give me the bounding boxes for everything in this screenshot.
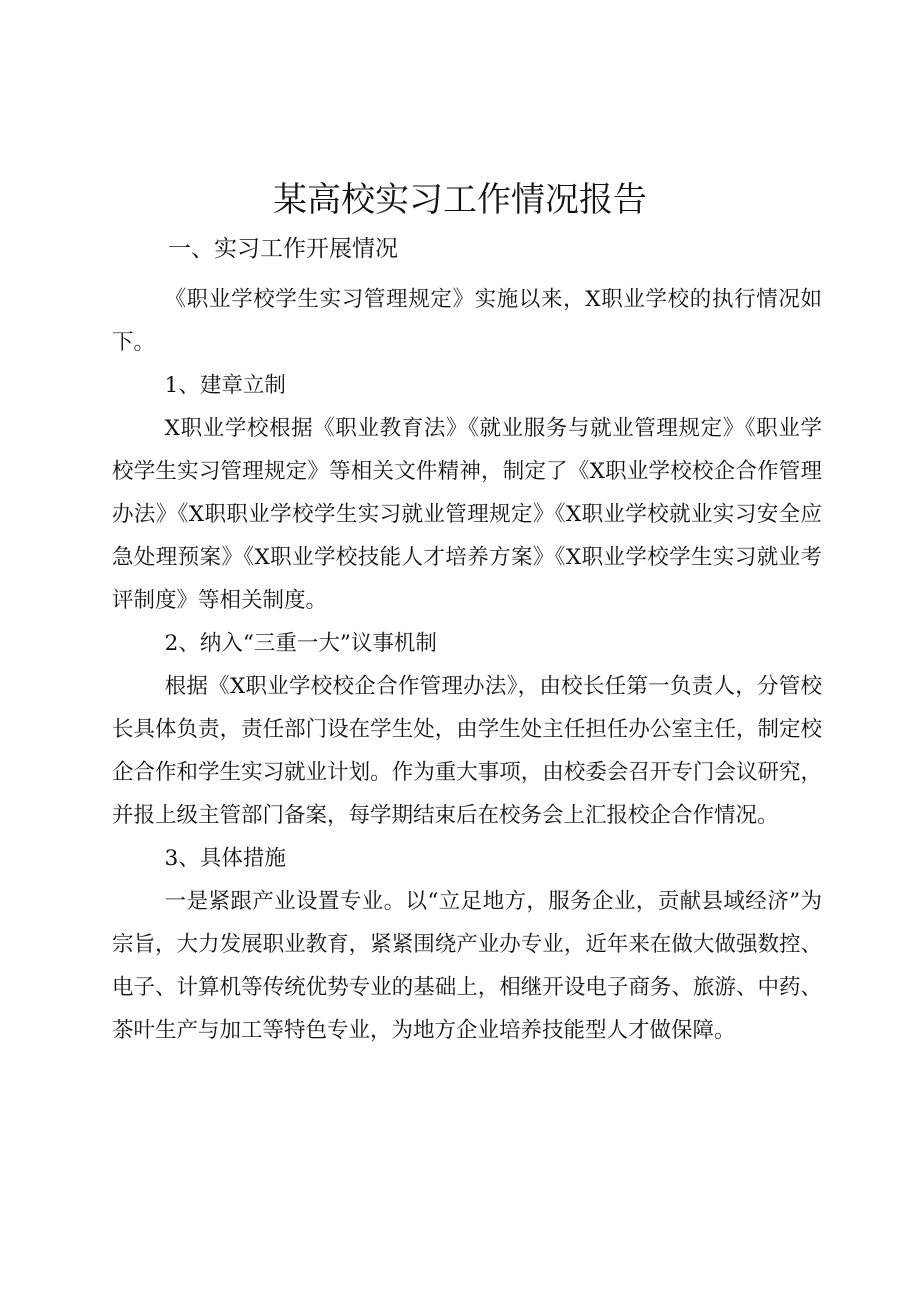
paragraph-1: X职业学校根据《职业教育法》《就业服务与就业管理规定》《职业学校学生实习管理规定》等相关文件精神，制定了《X职业学校校企合作管理办法》《X职职业学校学生实习就业管理规定》《X职业学校就业实习安全应急处理预案》《X职业学校技能人才培养方案》《X职业学校学生实习就业考评制度》等相关制度。 <box>112 416 822 613</box>
document-title: 某高校实习工作情况报告 <box>273 180 647 220</box>
document-body <box>112 278 822 1052</box>
paragraph-intro: 《职业学校学生实习管理规定》实施以来，X职业学校的执行情况如下。 <box>112 287 822 355</box>
subheading-3: 3、具体措施 <box>164 846 286 871</box>
paragraph-3: 一是紧跟产业设置专业。以“立足地方，服务企业，贡献县域经济”为宗旨，大力发展职业教育，紧紧围绕产业办专业，近年来在做大做强数控、电子、计算机等传统优势专业的基础上，相继开设电子商务、旅游、中药、茶叶生产与加工等特色专业，为地方企业培养技能型人才做保障。 <box>112 889 822 1043</box>
subheading-2: 2、纳入“三重一大”议事机制 <box>164 631 437 656</box>
section-heading: 一、实习工作开展情况 <box>168 236 398 262</box>
paragraph-2: 根据《X职业学校校企合作管理办法》，由校长任第一负责人，分管校长具体负责，责任部门设在学生处，由学生处主任担任办公室主任，制定校企合作和学生实习就业计划。作为重大事项，由校委会召开专门会议研究，并报上级主管部门备案，每学期结束后在校务会上汇报校企合作情况。 <box>112 674 822 828</box>
subheading-1: 1、建章立制 <box>164 373 286 398</box>
